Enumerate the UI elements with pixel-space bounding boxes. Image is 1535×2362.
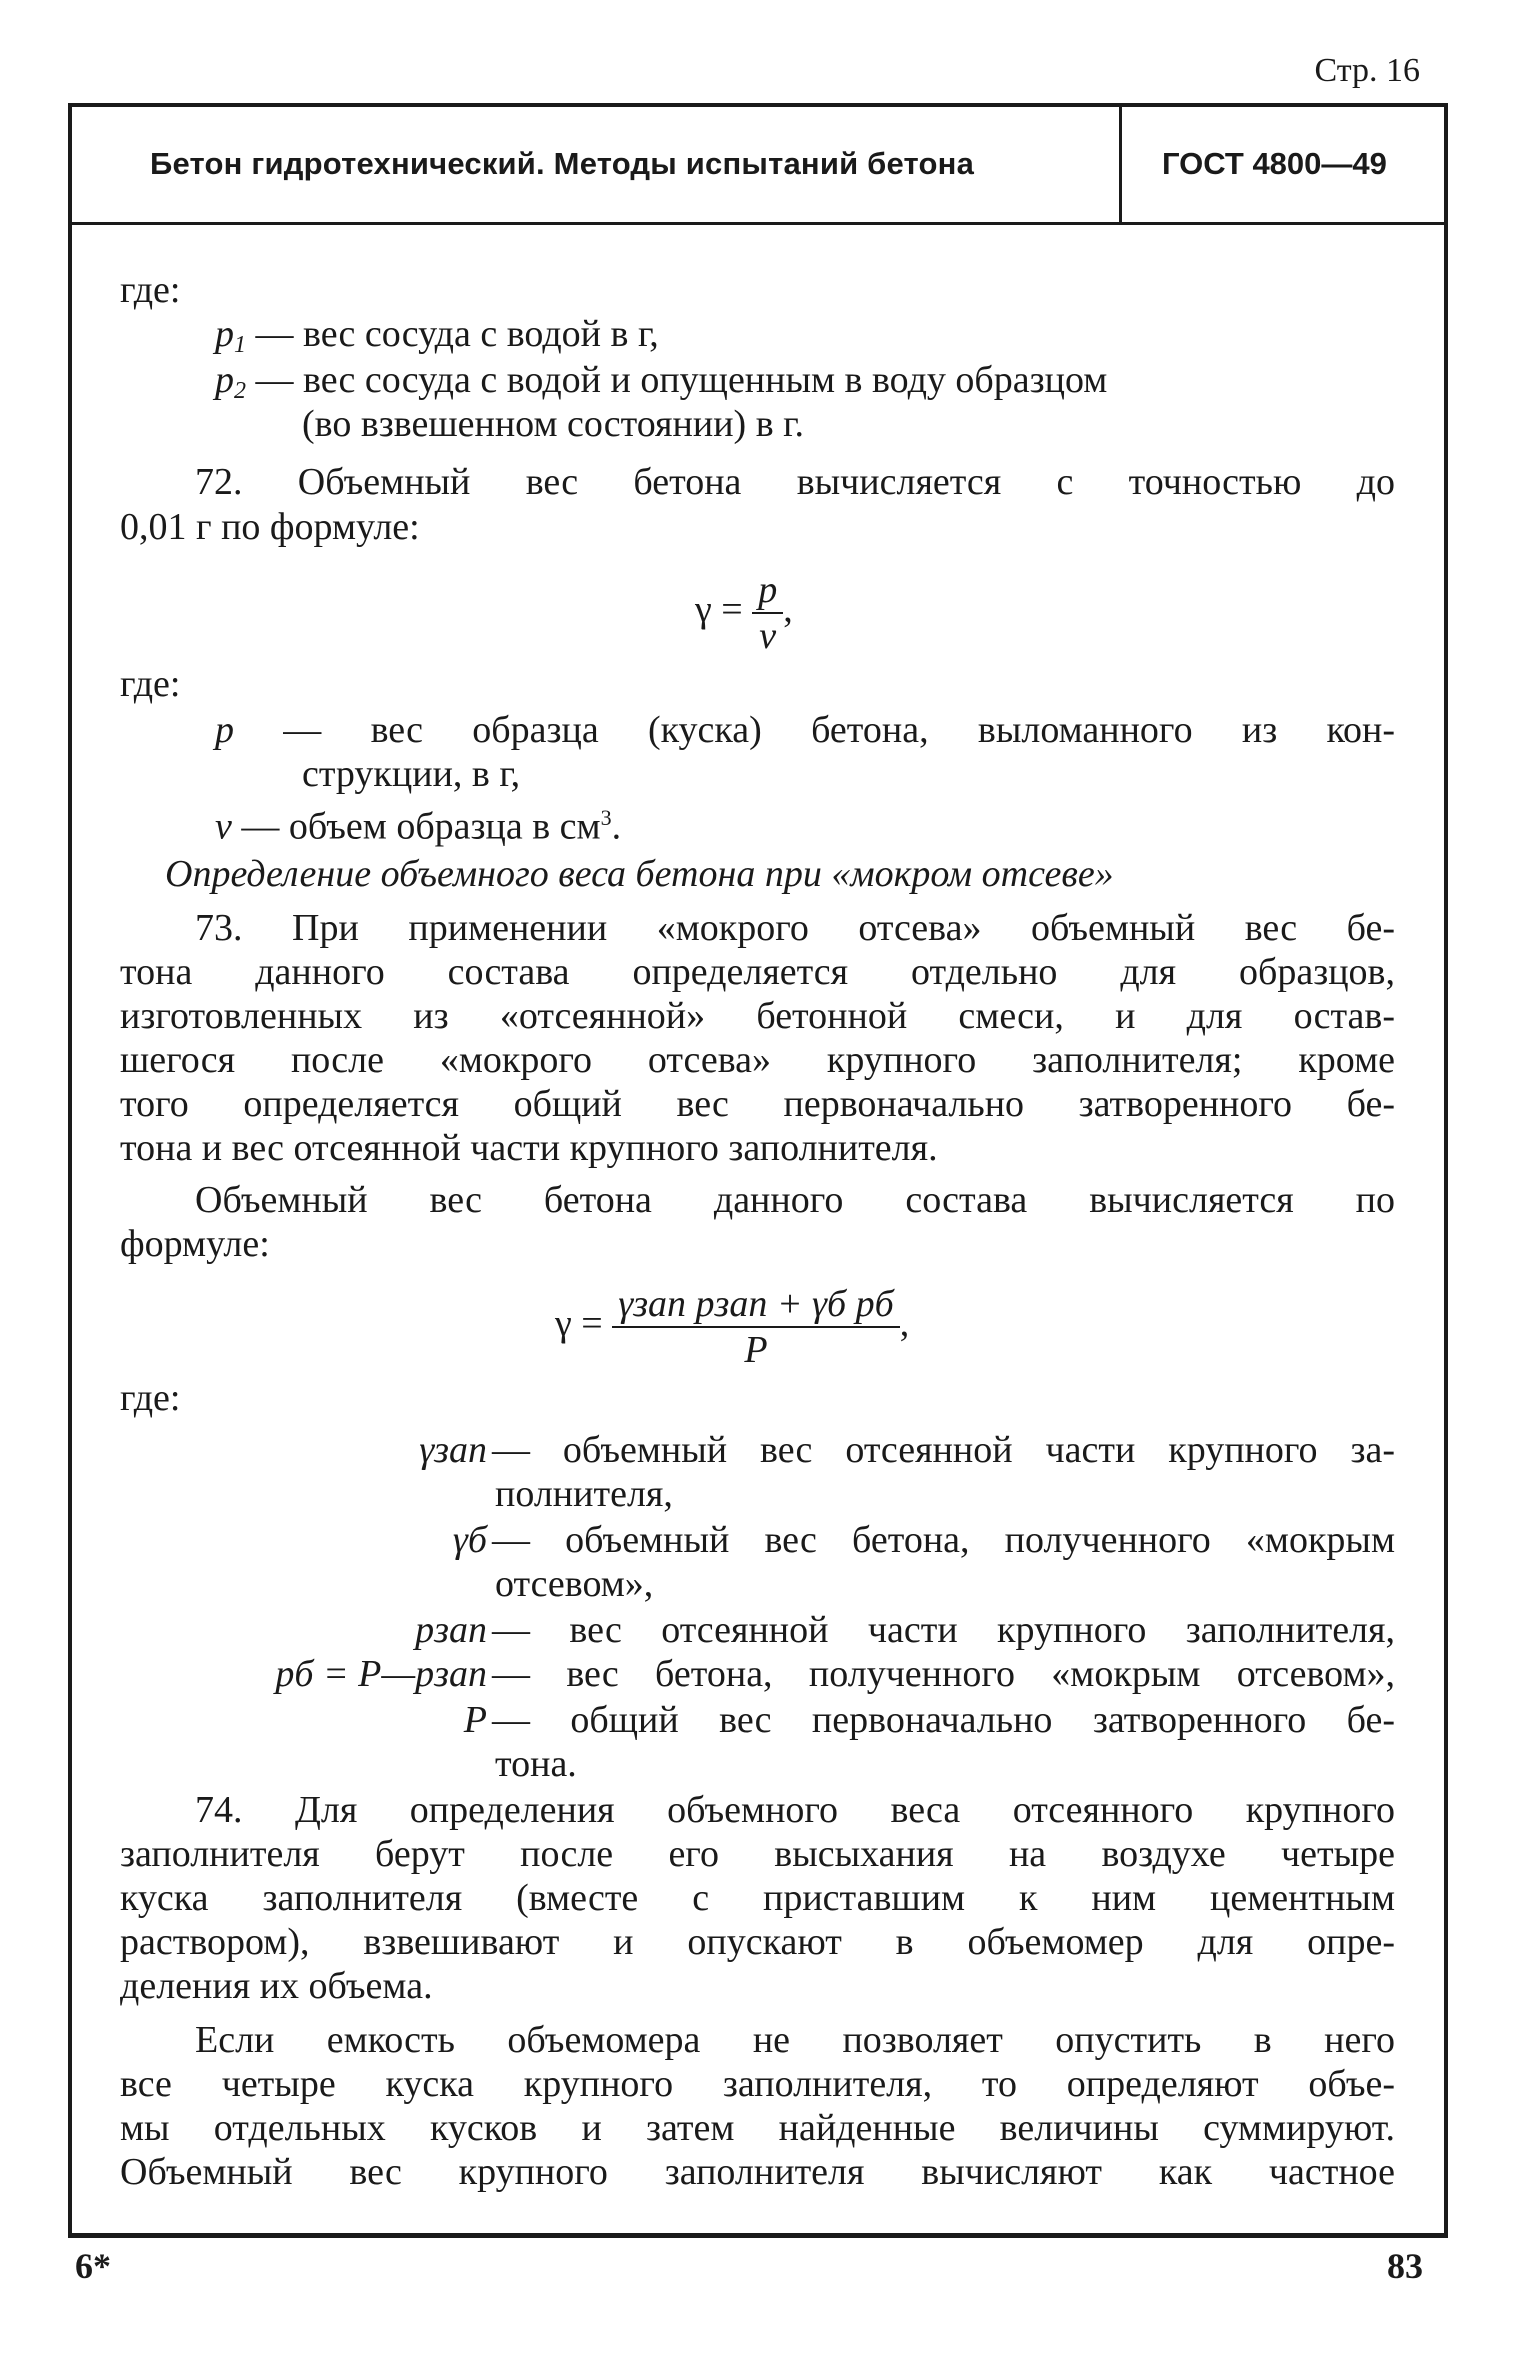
v-description: — объем образца в см [241,805,601,848]
sec74-line: куска заполнителя (вместе с приставшим к ним цементным [120,1877,1395,1919]
def-pb-symbol: pб = P—pзап [275,1653,487,1695]
v-superscript: 3 [600,805,612,830]
p1-description: — вес сосуда с водой в г, [255,313,659,355]
section-title: Определение объемного веса бетона при «мокром отсеве» [165,853,1114,895]
formula-1 [695,568,793,658]
formula2-numerator: γзап pзап + γб pб [612,1282,899,1328]
formula-2 [555,1282,909,1372]
sec72-line1: 72. Объемный вес бетона вычисляется с точностью до [195,461,1395,503]
page-label: Стр. 16 [1314,52,1420,89]
formula1-lhs: γ = [695,588,743,631]
v-end: . [611,805,622,848]
def-gb-desc: — объемный вес бетона, полученного «мокрым [492,1519,1395,1561]
p2-subscript: 2 [234,378,246,404]
p1-symbol: p [215,313,234,355]
where-label-2: где: [120,663,181,705]
footer-signature: 6* [75,2246,111,2286]
def-pzap-desc: — вес отсеянной части крупного заполнителя, [492,1609,1395,1651]
sec73-line: изготовленных из «отсеянной» бетонной смеси, и для остав- [120,995,1395,1037]
header-column-divider [1119,107,1122,222]
sec73-line: 73. При применении «мокрого отсева» объемный вес бе- [195,907,1395,949]
sec72-line2: 0,01 г по формуле: [120,506,420,548]
formula1-denominator: v [759,615,777,657]
last-para-line: все четыре куска крупного заполнителя, то определяют объе- [120,2063,1395,2105]
footer-page-number: 83 [1387,2246,1423,2286]
sec73-paragraph [120,906,1395,1170]
p-description: — вес образца (куска) бетона, выломанного из кон- [283,709,1396,751]
header-divider [68,222,1448,225]
formula1-numerator: p [752,568,783,614]
formula-intro-line2: формуле: [120,1223,270,1265]
def-P-symbol: P [463,1699,487,1741]
def-p [215,708,1395,752]
formula-intro-line1: Объемный вес бетона данного состава вычисляется по [195,1179,1395,1221]
sec74-line: раствором), взвешивают и опускают в объемомер для опре- [120,1921,1395,1963]
def-pb-desc: — вес бетона, полученного «мокрым отсевом», [492,1653,1395,1695]
sec73-line: тона и вес отсеянной части крупного заполнителя. [120,1127,938,1169]
def-gzap-cont: полнителя, [495,1473,673,1515]
def-p2-cont: (во взвешенном состоянии) в г. [302,403,804,445]
sec73-line: того определяется общий вес первоначально затворенного бе- [120,1083,1395,1125]
last-para-line: Объемный вес крупного заполнителя вычисляют как частное [120,2151,1395,2193]
sec74-line: 74. Для определения объемного веса отсеянного крупного [195,1789,1395,1831]
p2-symbol: p [215,359,234,401]
def-gzap-desc: — объемный вес отсеянной части крупного за- [492,1429,1395,1471]
def-gzap-symbol: γзап [419,1429,487,1471]
sec73-line: тона данного состава определяется отдельно для образцов, [120,951,1395,993]
formula2-tail: , [899,1302,910,1345]
formula2-lhs: γ = [555,1302,603,1345]
def-pzap-symbol: pзап [415,1609,487,1651]
def-p-cont: струкции, в г, [302,753,521,795]
sec74-paragraph [120,1788,1395,2008]
where-label: где: [120,269,181,311]
formula2-denominator: P [744,1329,768,1371]
def-P-cont: тона. [495,1743,577,1785]
p2-description: — вес сосуда с водой и опущенным в воду образцом [255,359,1108,401]
def-gb-symbol: γб [452,1519,487,1561]
p-symbol: p [215,709,234,751]
document-title: Бетон гидротехнический. Методы испытаний бетона [150,146,975,181]
last-para-line: мы отдельных кусков и затем найденные величины суммируют. [120,2107,1395,2149]
p1-subscript: 1 [234,332,246,358]
formula2-fraction [612,1282,899,1372]
sec74-line: заполнителя берут после его высыхания на воздухе четыре [120,1833,1395,1875]
last-para-line: Если емкость объемомера не позволяет опустить в него [195,2019,1395,2061]
sec74-line: деления их объема. [120,1965,433,2007]
sec73-line: шегося после «мокрого отсева» крупного заполнителя; кроме [120,1039,1395,1081]
formula1-fraction [752,568,783,658]
v-symbol: v [215,805,232,848]
def-P-desc: — общий вес первоначально затворенного бе- [492,1699,1395,1741]
def-gb-cont: отсевом», [495,1563,654,1605]
last-paragraph [120,2018,1395,2194]
def-v [215,796,621,849]
standard-number: ГОСТ 4800—49 [1162,146,1387,181]
where-label-3: где: [120,1377,181,1419]
formula1-tail: , [783,588,793,631]
